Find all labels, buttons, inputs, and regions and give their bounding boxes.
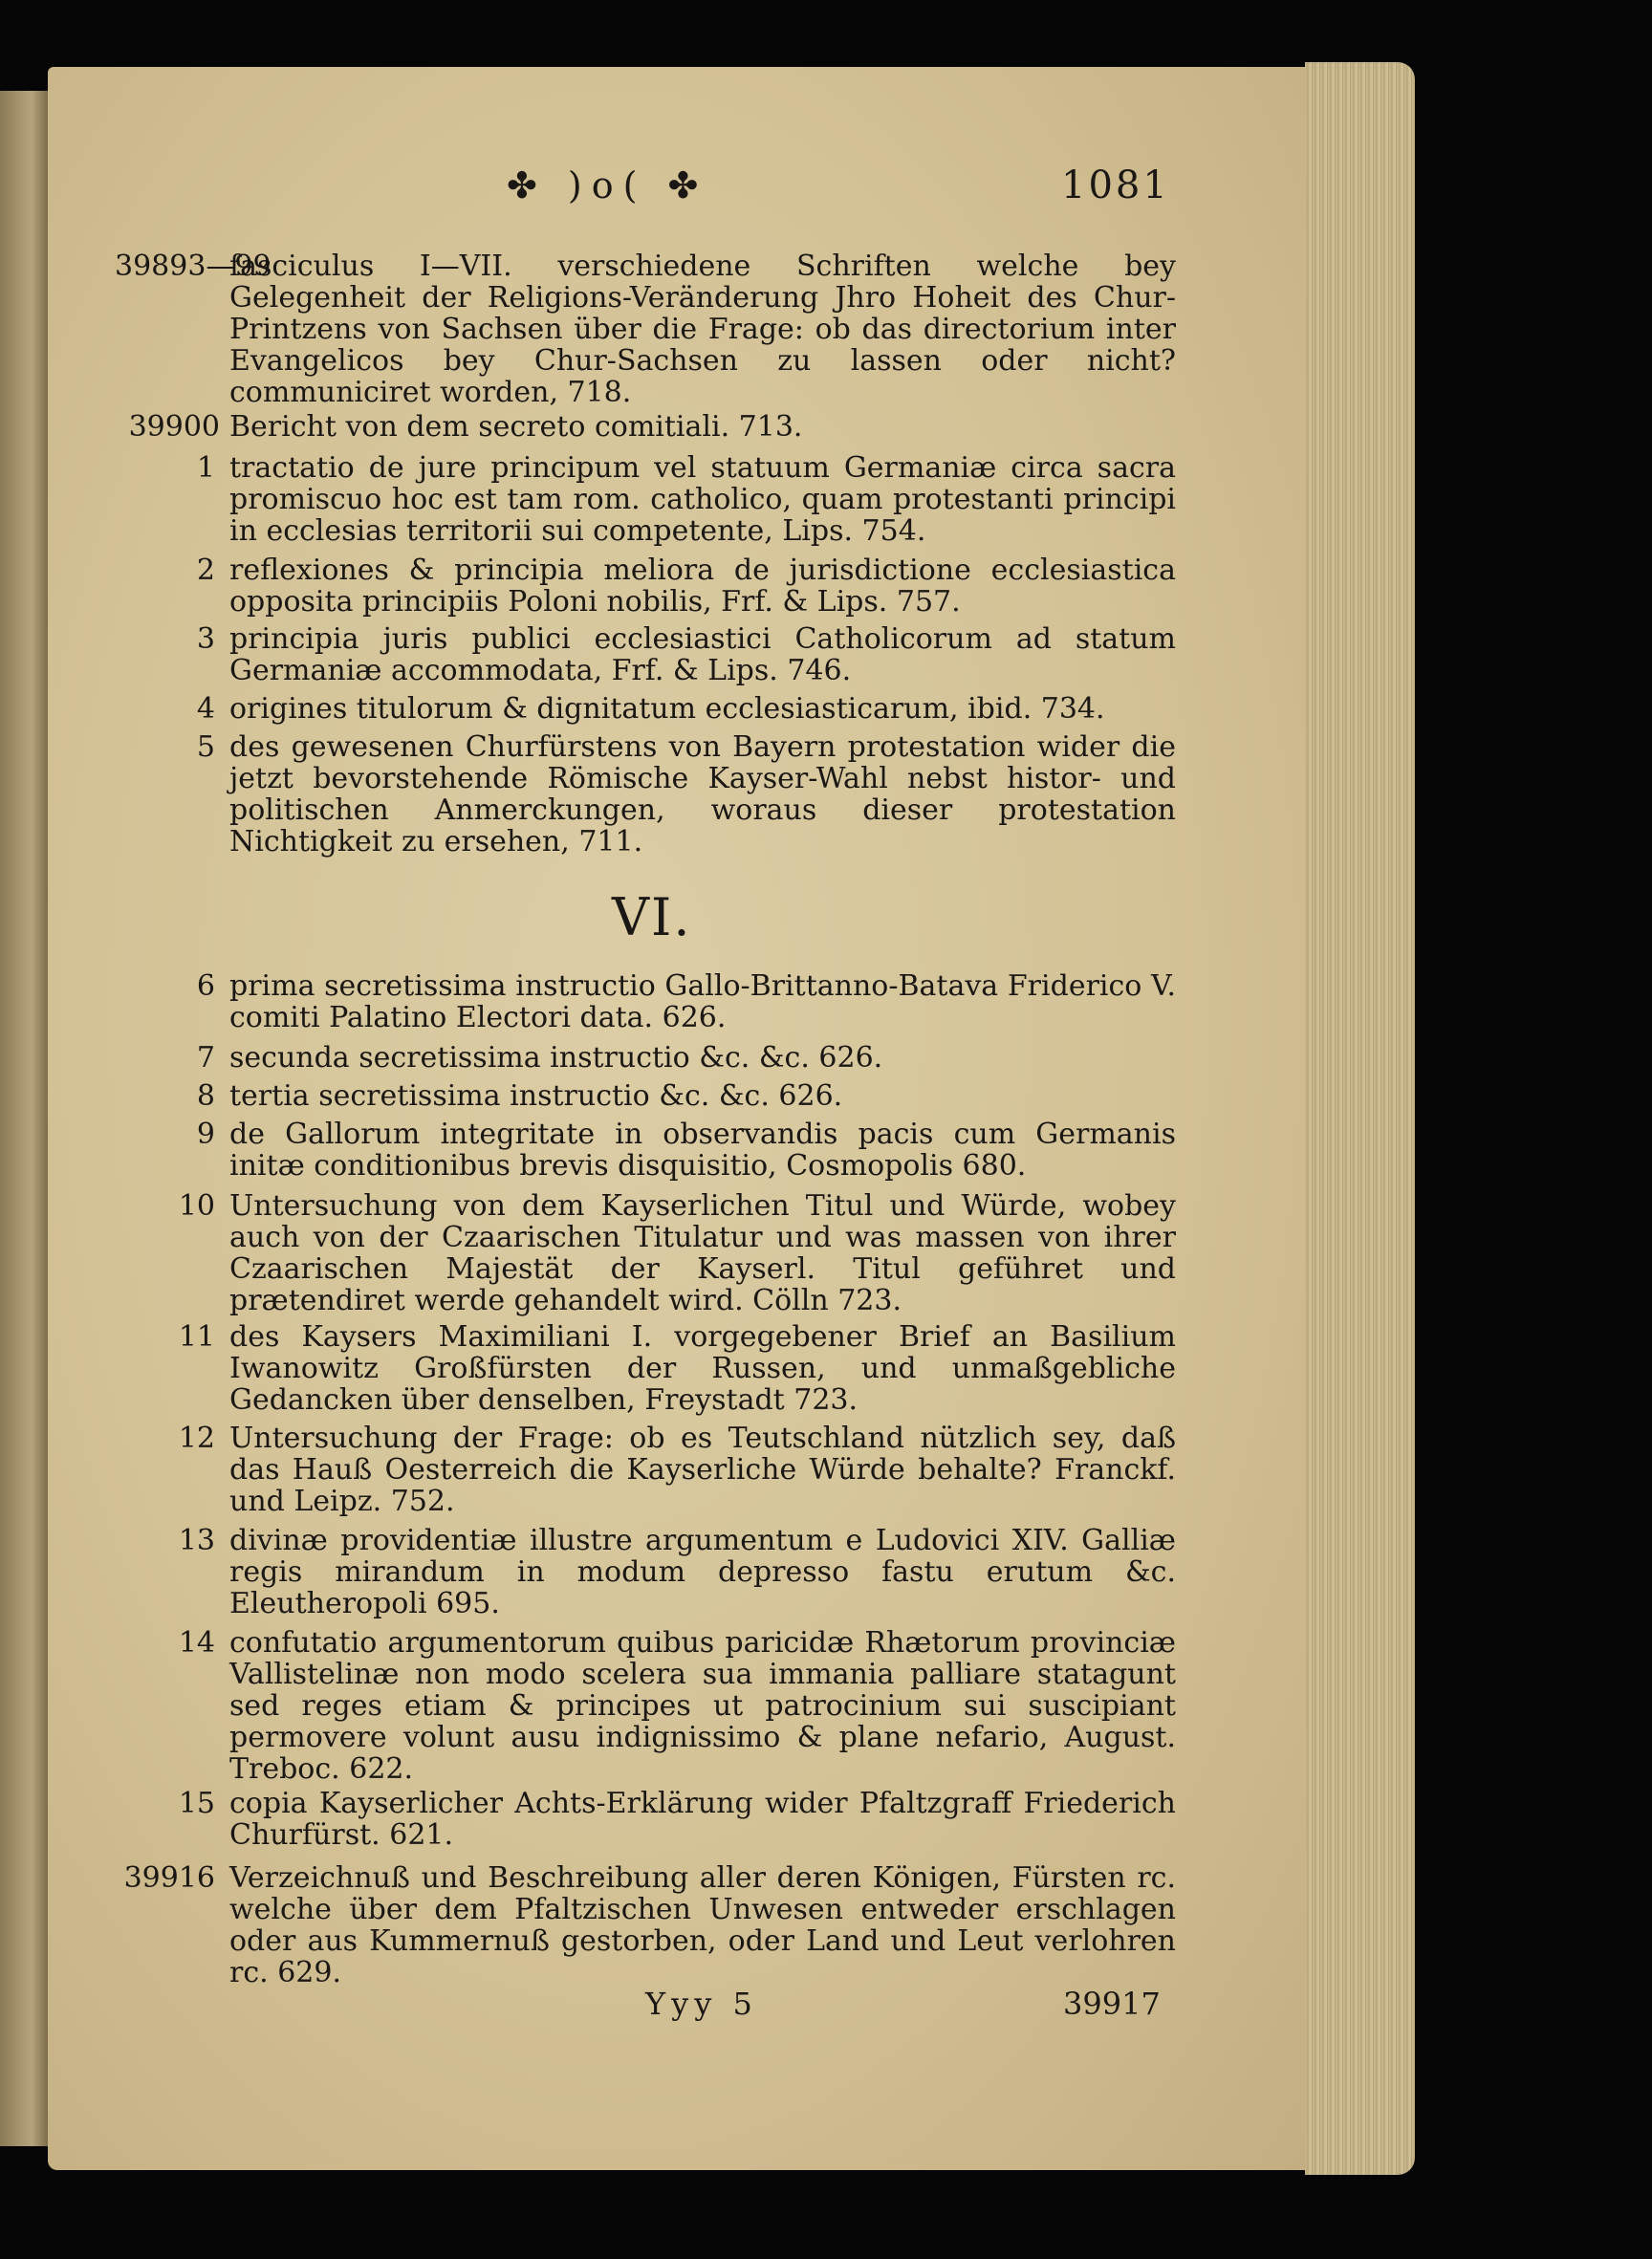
entry-text: des Kaysers Maximiliani I. vorgegebener Brief an Basilium Iwanowitz Großfürsten der Russen, und unmaßgebliche Gedancken über denselben, Freystadt 723.: [229, 1320, 1176, 1417]
entry-number: 7: [196, 1041, 215, 1075]
entry-text: Untersuchung von dem Kayserlichen Titul und Würde, wobey auch von der Czaarischen Titulatur und was massen von ihrer Czaarischen Majestät der Kayserl. Titul geführet und prætendiret werde gehandelt wird. Cölln 723.: [229, 1189, 1176, 1317]
entry-number: 9: [196, 1118, 215, 1151]
entry-text: divinæ providentiæ illustre argumentum e Ludovici XIV. Galliæ regis mirandum in modum depresso fastu erutum &c. Eleutheropoli 695.: [229, 1524, 1176, 1620]
entry-text: de Gallorum integritate in observandis pacis cum Germanis initæ conditionibus brevis disquisitio, Cosmopolis 680.: [229, 1118, 1176, 1183]
entry-number: 11: [178, 1320, 215, 1354]
entry-text: Untersuchung der Frage: ob es Teutschland nützlich sey, daß das Hauß Oesterreich die Kayserliche Würde behalte? Franckf. und Leipz. 752.: [229, 1422, 1176, 1518]
entry-text: Verzeichnuß und Beschreibung aller deren Königen, Fürsten rc. welche über dem Pfaltzischen Unwesen entweder erschlagen oder aus Kummernuß gestorben, oder Land und Leut verlohren rc. 629.: [229, 1861, 1176, 1989]
entry-number: 1: [196, 451, 215, 485]
entry-text: des gewesenen Churfürstens von Bayern protestation wider die jetzt bevorstehende Römische Kayser-Wahl nebst histor- und politischen Anmerckungen, woraus dieser protestation Nichtigkeit zu ersehen, 711.: [229, 730, 1176, 858]
catchword: 39917: [1063, 1986, 1161, 2022]
entry-number: 4: [196, 692, 215, 726]
entry-text: tertia secretissima instructio &c. &c. 626.: [229, 1079, 843, 1113]
entry-number: 5: [196, 730, 215, 764]
entry-text: principia juris publici ecclesiastici Catholicorum ad statum Germaniæ accommodata, Frf. & Lips. 746.: [229, 622, 1176, 687]
signature-mark: Yyy 5: [645, 1986, 758, 2022]
entry-text: confutatio argumentorum quibus paricidæ Rhætorum provinciæ Vallistelinæ non modo scelera sua immania palliare statagunt sed reges etiam & principes ut patrocinium sui suscipiant permovere volunt ausu indignissimo & plane nefario, August. Treboc. 622.: [229, 1626, 1176, 1786]
entry-text: secunda secretissima instructio &c. &c. 626.: [229, 1041, 883, 1075]
page-number: 1081: [1061, 163, 1170, 207]
entry-number: 39900: [128, 410, 220, 444]
entry-number: 3: [196, 622, 215, 656]
entry-text: Bericht von dem secreto comitiali. 713.: [229, 410, 803, 444]
entry-number: 10: [178, 1189, 215, 1223]
entry-number: 15: [178, 1787, 215, 1820]
entry-number: 14: [178, 1626, 215, 1660]
entry-number: 12: [178, 1422, 215, 1455]
entry-text: prima secretissima instructio Gallo-Brittanno-Batava Friderico V. comiti Palatino Electori data. 626.: [229, 969, 1176, 1034]
entry-text: origines titulorum & dignitatum ecclesiasticarum, ibid. 734.: [229, 692, 1105, 726]
entry-number: 39916: [123, 1861, 215, 1895]
entry-text: tractatio de jure principum vel statuum Germaniæ circa sacra promiscuo hoc est tam rom. catholico, quam protestanti principi in ecclesias territorii sui competente, Lips. 754.: [229, 451, 1176, 548]
header-ornament: ✤ )o( ✤: [507, 164, 708, 206]
entry-text: fasciculus I—VII. verschiedene Schriften welche bey Gelegenheit der Religions-Veränderung Jhro Hoheit des Chur-Printzens von Sachsen über die Frage: ob das directorium inter Evangelicos bey Chur-Sachsen zu lassen oder nicht? communiciret worden, 718.: [229, 250, 1176, 409]
entry-number: 6: [196, 969, 215, 1003]
section-heading: VI.: [612, 887, 692, 947]
entry-text: reflexiones & principia meliora de jurisdictione ecclesiastica opposita principiis Poloni nobilis, Frf. & Lips. 757.: [229, 554, 1176, 619]
entry-number: 8: [196, 1079, 215, 1113]
entry-number: 39893—99: [115, 250, 272, 283]
entry-number: 13: [178, 1524, 215, 1557]
entry-number: 2: [196, 554, 215, 587]
entry-text: copia Kayserlicher Achts-Erklärung wider Pfaltzgraff Friederich Churfürst. 621.: [229, 1787, 1176, 1852]
